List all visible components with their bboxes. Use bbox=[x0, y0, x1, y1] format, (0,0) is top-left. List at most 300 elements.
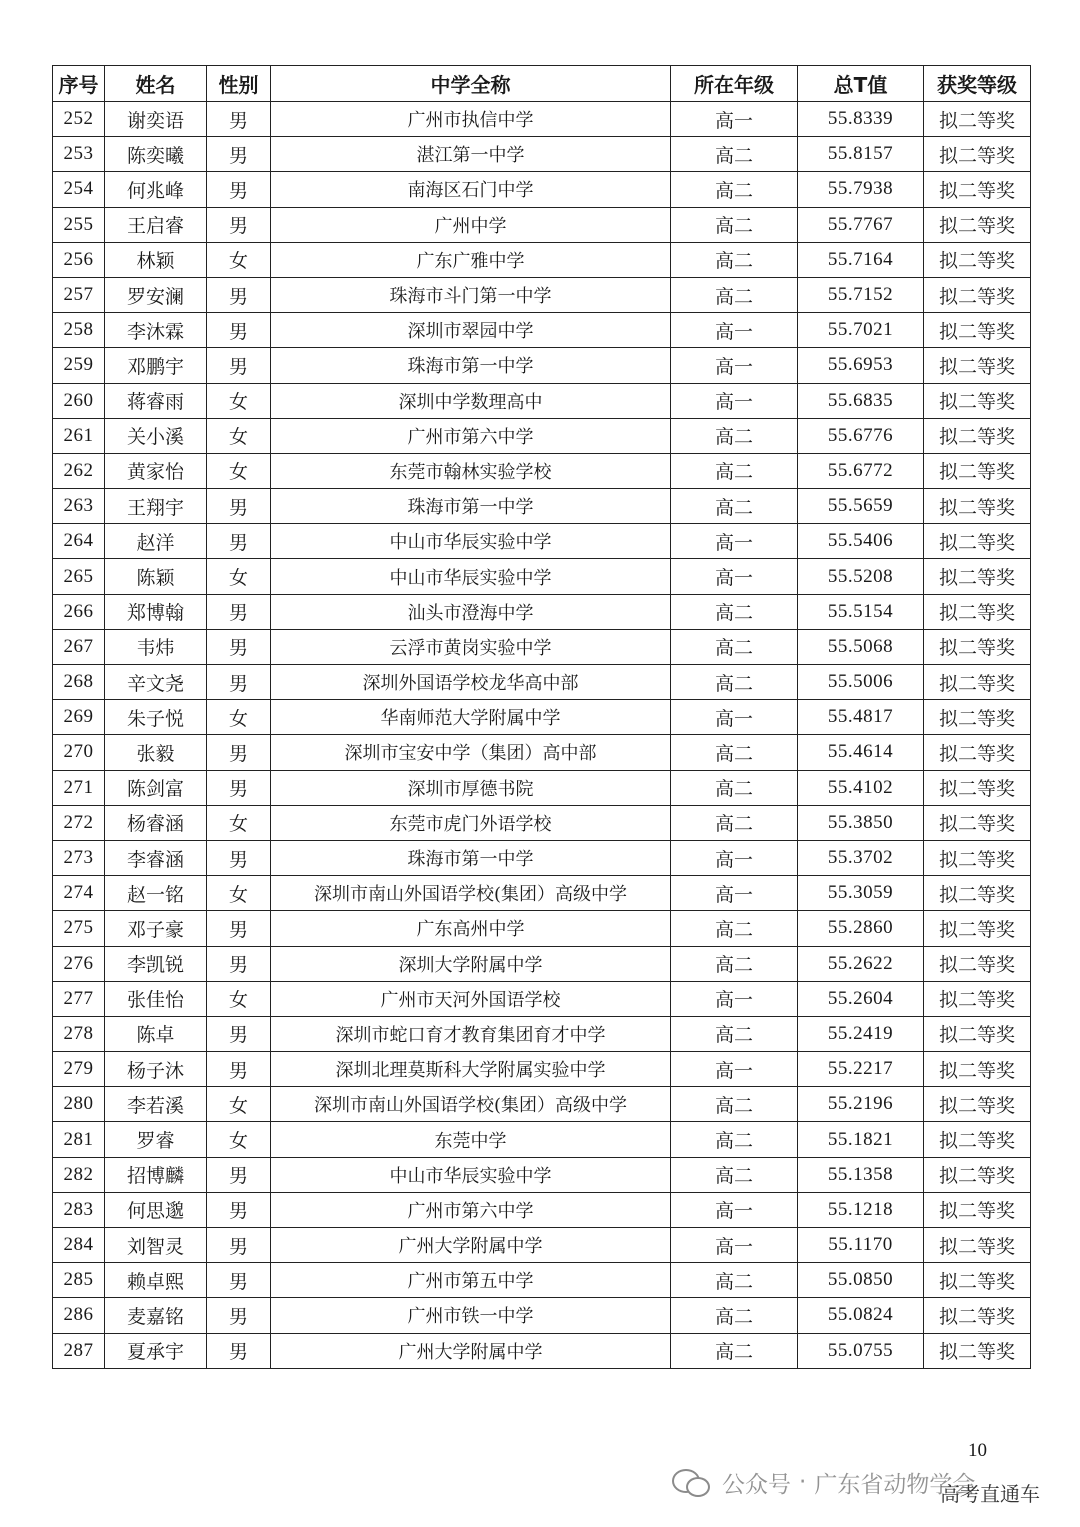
cell-name: 张佳怡 bbox=[105, 981, 207, 1016]
table-row bbox=[53, 489, 1031, 524]
cell-award: 拟二等奖 bbox=[924, 383, 1031, 418]
cell-school: 东莞中学 bbox=[271, 1122, 671, 1157]
cell-grade: 高二 bbox=[671, 172, 798, 207]
cell-grade: 高一 bbox=[671, 1052, 798, 1087]
cell-name: 李凯锐 bbox=[105, 946, 207, 981]
cell-school: 深圳市蛇口育才教育集团育才中学 bbox=[271, 1016, 671, 1051]
cell-index: 275 bbox=[53, 911, 105, 946]
cell-name: 刘智灵 bbox=[105, 1228, 207, 1263]
cell-total-t: 55.4817 bbox=[798, 700, 924, 735]
cell-school: 东莞市虎门外语学校 bbox=[271, 805, 671, 840]
cell-index: 263 bbox=[53, 489, 105, 524]
cell-total-t: 55.5406 bbox=[798, 524, 924, 559]
cell-grade: 高二 bbox=[671, 1157, 798, 1192]
cell-grade: 高二 bbox=[671, 805, 798, 840]
cell-gender: 男 bbox=[207, 1298, 271, 1333]
cell-school: 深圳市翠园中学 bbox=[271, 313, 671, 348]
cell-name: 李沐霖 bbox=[105, 313, 207, 348]
cell-school: 南海区石门中学 bbox=[271, 172, 671, 207]
cell-grade: 高一 bbox=[671, 981, 798, 1016]
cell-index: 259 bbox=[53, 348, 105, 383]
cell-award: 拟二等奖 bbox=[924, 840, 1031, 875]
cell-index: 277 bbox=[53, 981, 105, 1016]
cell-school: 深圳中学数理高中 bbox=[271, 383, 671, 418]
cell-gender: 男 bbox=[207, 1157, 271, 1192]
cell-gender: 男 bbox=[207, 348, 271, 383]
cell-index: 268 bbox=[53, 665, 105, 700]
cell-school: 深圳市南山外国语学校(集团）高级中学 bbox=[271, 876, 671, 911]
cell-index: 287 bbox=[53, 1333, 105, 1368]
table-row bbox=[53, 770, 1031, 805]
cell-gender: 男 bbox=[207, 735, 271, 770]
cell-index: 286 bbox=[53, 1298, 105, 1333]
cell-award: 拟二等奖 bbox=[924, 1016, 1031, 1051]
cell-grade: 高二 bbox=[671, 1298, 798, 1333]
cell-gender: 男 bbox=[207, 911, 271, 946]
cell-index: 281 bbox=[53, 1122, 105, 1157]
cell-award: 拟二等奖 bbox=[924, 1087, 1031, 1122]
cell-school: 云浮市黄岗实验中学 bbox=[271, 629, 671, 664]
cell-school: 广东高州中学 bbox=[271, 911, 671, 946]
cell-grade: 高一 bbox=[671, 524, 798, 559]
cell-gender: 男 bbox=[207, 1192, 271, 1227]
cell-award: 拟二等奖 bbox=[924, 1228, 1031, 1263]
cell-name: 何思邈 bbox=[105, 1192, 207, 1227]
cell-grade: 高二 bbox=[671, 1122, 798, 1157]
cell-total-t: 55.3850 bbox=[798, 805, 924, 840]
cell-name: 林颖 bbox=[105, 242, 207, 277]
cell-total-t: 55.5659 bbox=[798, 489, 924, 524]
cell-index: 278 bbox=[53, 1016, 105, 1051]
cell-total-t: 55.8157 bbox=[798, 137, 924, 172]
cell-gender: 男 bbox=[207, 629, 271, 664]
cell-grade: 高一 bbox=[671, 1228, 798, 1263]
watermark-account: 广东省动物学会 bbox=[814, 1471, 976, 1498]
cell-school: 深圳北理莫斯科大学附属实验中学 bbox=[271, 1052, 671, 1087]
cell-name: 赵一铭 bbox=[105, 876, 207, 911]
cell-name: 邓子豪 bbox=[105, 911, 207, 946]
cell-name: 陈剑富 bbox=[105, 770, 207, 805]
cell-school: 珠海市第一中学 bbox=[271, 840, 671, 875]
cell-index: 262 bbox=[53, 453, 105, 488]
cell-grade: 高二 bbox=[671, 277, 798, 312]
table-row bbox=[53, 735, 1031, 770]
cell-grade: 高二 bbox=[671, 207, 798, 242]
table-row bbox=[53, 700, 1031, 735]
cell-index: 284 bbox=[53, 1228, 105, 1263]
cell-grade: 高一 bbox=[671, 700, 798, 735]
cell-grade: 高二 bbox=[671, 946, 798, 981]
cell-grade: 高二 bbox=[671, 453, 798, 488]
cell-index: 269 bbox=[53, 700, 105, 735]
cell-grade: 高二 bbox=[671, 1333, 798, 1368]
table-row bbox=[53, 1298, 1031, 1333]
cell-school: 深圳市南山外国语学校(集团）高级中学 bbox=[271, 1087, 671, 1122]
table-row bbox=[53, 911, 1031, 946]
table-row bbox=[53, 172, 1031, 207]
cell-index: 264 bbox=[53, 524, 105, 559]
table-row bbox=[53, 629, 1031, 664]
cell-school: 深圳市宝安中学（集团）高中部 bbox=[271, 735, 671, 770]
cell-gender: 男 bbox=[207, 489, 271, 524]
cell-gender: 男 bbox=[207, 946, 271, 981]
cell-grade: 高二 bbox=[671, 735, 798, 770]
cell-total-t: 55.3059 bbox=[798, 876, 924, 911]
cell-name: 赖卓熙 bbox=[105, 1263, 207, 1298]
cell-index: 283 bbox=[53, 1192, 105, 1227]
cell-school: 汕头市澄海中学 bbox=[271, 594, 671, 629]
cell-grade: 高二 bbox=[671, 1016, 798, 1051]
cell-total-t: 55.2860 bbox=[798, 911, 924, 946]
cell-award: 拟二等奖 bbox=[924, 1192, 1031, 1227]
cell-total-t: 55.2622 bbox=[798, 946, 924, 981]
cell-gender: 女 bbox=[207, 1087, 271, 1122]
table-header-row bbox=[53, 66, 1031, 102]
cell-school: 广州市执信中学 bbox=[271, 102, 671, 137]
cell-award: 拟二等奖 bbox=[924, 700, 1031, 735]
cell-school: 珠海市第一中学 bbox=[271, 348, 671, 383]
cell-total-t: 55.1170 bbox=[798, 1228, 924, 1263]
cell-name: 李睿涵 bbox=[105, 840, 207, 875]
cell-index: 273 bbox=[53, 840, 105, 875]
cell-index: 253 bbox=[53, 137, 105, 172]
cell-name: 谢奕语 bbox=[105, 102, 207, 137]
cell-total-t: 55.4614 bbox=[798, 735, 924, 770]
table-row bbox=[53, 242, 1031, 277]
table-row bbox=[53, 1157, 1031, 1192]
table-row bbox=[53, 981, 1031, 1016]
cell-gender: 女 bbox=[207, 981, 271, 1016]
cell-grade: 高一 bbox=[671, 559, 798, 594]
cell-gender: 女 bbox=[207, 805, 271, 840]
cell-gender: 女 bbox=[207, 876, 271, 911]
cell-name: 夏承宇 bbox=[105, 1333, 207, 1368]
cell-award: 拟二等奖 bbox=[924, 559, 1031, 594]
cell-total-t: 55.5154 bbox=[798, 594, 924, 629]
cell-award: 拟二等奖 bbox=[924, 137, 1031, 172]
watermark-separator: · bbox=[799, 1469, 807, 1495]
cell-name: 陈颖 bbox=[105, 559, 207, 594]
table-row bbox=[53, 1263, 1031, 1298]
cell-award: 拟二等奖 bbox=[924, 770, 1031, 805]
page-number: 10 bbox=[968, 1440, 987, 1461]
cell-award: 拟二等奖 bbox=[924, 1052, 1031, 1087]
cell-name: 何兆峰 bbox=[105, 172, 207, 207]
table-row bbox=[53, 946, 1031, 981]
cell-gender: 女 bbox=[207, 700, 271, 735]
cell-school: 湛江第一中学 bbox=[271, 137, 671, 172]
cell-name: 邓鹏宇 bbox=[105, 348, 207, 383]
header-index: 序号 bbox=[53, 66, 105, 102]
cell-award: 拟二等奖 bbox=[924, 1122, 1031, 1157]
cell-total-t: 55.6772 bbox=[798, 453, 924, 488]
cell-school: 广州市第五中学 bbox=[271, 1263, 671, 1298]
table-row bbox=[53, 277, 1031, 312]
cell-total-t: 55.3702 bbox=[798, 840, 924, 875]
cell-name: 王启睿 bbox=[105, 207, 207, 242]
cell-award: 拟二等奖 bbox=[924, 277, 1031, 312]
cell-index: 266 bbox=[53, 594, 105, 629]
table-row bbox=[53, 418, 1031, 453]
cell-total-t: 55.5068 bbox=[798, 629, 924, 664]
cell-name: 李若溪 bbox=[105, 1087, 207, 1122]
cell-award: 拟二等奖 bbox=[924, 348, 1031, 383]
cell-school: 广州大学附属中学 bbox=[271, 1228, 671, 1263]
cell-school: 深圳外国语学校龙华高中部 bbox=[271, 665, 671, 700]
cell-total-t: 55.7021 bbox=[798, 313, 924, 348]
cell-index: 252 bbox=[53, 102, 105, 137]
cell-award: 拟二等奖 bbox=[924, 102, 1031, 137]
cell-name: 王翔宇 bbox=[105, 489, 207, 524]
header-name: 姓名 bbox=[105, 66, 207, 102]
cell-gender: 女 bbox=[207, 383, 271, 418]
cell-award: 拟二等奖 bbox=[924, 242, 1031, 277]
cell-index: 256 bbox=[53, 242, 105, 277]
table-row bbox=[53, 876, 1031, 911]
table-row bbox=[53, 559, 1031, 594]
cell-school: 中山市华辰实验中学 bbox=[271, 1157, 671, 1192]
cell-name: 赵洋 bbox=[105, 524, 207, 559]
cell-grade: 高一 bbox=[671, 313, 798, 348]
cell-gender: 男 bbox=[207, 594, 271, 629]
cell-total-t: 55.5208 bbox=[798, 559, 924, 594]
table-row bbox=[53, 207, 1031, 242]
cell-index: 276 bbox=[53, 946, 105, 981]
cell-school: 广州大学附属中学 bbox=[271, 1333, 671, 1368]
cell-award: 拟二等奖 bbox=[924, 594, 1031, 629]
cell-total-t: 55.0824 bbox=[798, 1298, 924, 1333]
watermark-overlay: 高考直通车 bbox=[940, 1482, 1040, 1506]
table-row bbox=[53, 1333, 1031, 1368]
cell-index: 271 bbox=[53, 770, 105, 805]
cell-gender: 女 bbox=[207, 453, 271, 488]
cell-award: 拟二等奖 bbox=[924, 207, 1031, 242]
cell-award: 拟二等奖 bbox=[924, 1333, 1031, 1368]
table-row bbox=[53, 1087, 1031, 1122]
table-row bbox=[53, 102, 1031, 137]
cell-school: 广州市铁一中学 bbox=[271, 1298, 671, 1333]
cell-school: 中山市华辰实验中学 bbox=[271, 524, 671, 559]
table-row bbox=[53, 594, 1031, 629]
cell-school: 深圳市厚德书院 bbox=[271, 770, 671, 805]
cell-award: 拟二等奖 bbox=[924, 911, 1031, 946]
cell-grade: 高二 bbox=[671, 665, 798, 700]
table-row bbox=[53, 1122, 1031, 1157]
table-row bbox=[53, 665, 1031, 700]
header-school: 中学全称 bbox=[271, 66, 671, 102]
cell-name: 张毅 bbox=[105, 735, 207, 770]
table-row bbox=[53, 1016, 1031, 1051]
cell-gender: 男 bbox=[207, 524, 271, 559]
cell-total-t: 55.2419 bbox=[798, 1016, 924, 1051]
cell-name: 辛文尧 bbox=[105, 665, 207, 700]
header-award: 获奖等级 bbox=[924, 66, 1031, 102]
cell-name: 陈奕曦 bbox=[105, 137, 207, 172]
cell-total-t: 55.7767 bbox=[798, 207, 924, 242]
header-grade: 所在年级 bbox=[671, 66, 798, 102]
cell-school: 珠海市第一中学 bbox=[271, 489, 671, 524]
cell-grade: 高二 bbox=[671, 770, 798, 805]
cell-index: 285 bbox=[53, 1263, 105, 1298]
cell-name: 郑博翰 bbox=[105, 594, 207, 629]
cell-award: 拟二等奖 bbox=[924, 665, 1031, 700]
cell-gender: 男 bbox=[207, 137, 271, 172]
cell-total-t: 55.7164 bbox=[798, 242, 924, 277]
cell-name: 杨子沐 bbox=[105, 1052, 207, 1087]
table-row bbox=[53, 805, 1031, 840]
cell-award: 拟二等奖 bbox=[924, 453, 1031, 488]
cell-school: 广东广雅中学 bbox=[271, 242, 671, 277]
cell-award: 拟二等奖 bbox=[924, 418, 1031, 453]
cell-total-t: 55.1358 bbox=[798, 1157, 924, 1192]
cell-award: 拟二等奖 bbox=[924, 735, 1031, 770]
cell-total-t: 55.1821 bbox=[798, 1122, 924, 1157]
table-row bbox=[53, 348, 1031, 383]
cell-index: 260 bbox=[53, 383, 105, 418]
cell-school: 中山市华辰实验中学 bbox=[271, 559, 671, 594]
cell-award: 拟二等奖 bbox=[924, 805, 1031, 840]
cell-gender: 男 bbox=[207, 840, 271, 875]
table-body bbox=[53, 102, 1031, 1369]
cell-award: 拟二等奖 bbox=[924, 629, 1031, 664]
cell-gender: 男 bbox=[207, 770, 271, 805]
cell-index: 254 bbox=[53, 172, 105, 207]
watermark-prefix: 公众号 bbox=[722, 1471, 791, 1498]
cell-award: 拟二等奖 bbox=[924, 172, 1031, 207]
cell-name: 黄家怡 bbox=[105, 453, 207, 488]
cell-school: 东莞市翰林实验学校 bbox=[271, 453, 671, 488]
cell-total-t: 55.4102 bbox=[798, 770, 924, 805]
table-row bbox=[53, 1192, 1031, 1227]
cell-gender: 男 bbox=[207, 1333, 271, 1368]
cell-name: 罗睿 bbox=[105, 1122, 207, 1157]
cell-school: 广州市第六中学 bbox=[271, 418, 671, 453]
cell-gender: 男 bbox=[207, 102, 271, 137]
cell-school: 珠海市斗门第一中学 bbox=[271, 277, 671, 312]
cell-award: 拟二等奖 bbox=[924, 946, 1031, 981]
cell-total-t: 55.5006 bbox=[798, 665, 924, 700]
wechat-icon bbox=[672, 1467, 712, 1497]
cell-index: 274 bbox=[53, 876, 105, 911]
cell-total-t: 55.1218 bbox=[798, 1192, 924, 1227]
cell-name: 陈卓 bbox=[105, 1016, 207, 1051]
cell-gender: 男 bbox=[207, 1228, 271, 1263]
cell-index: 270 bbox=[53, 735, 105, 770]
table-row bbox=[53, 137, 1031, 172]
cell-gender: 女 bbox=[207, 418, 271, 453]
cell-total-t: 55.6776 bbox=[798, 418, 924, 453]
cell-gender: 男 bbox=[207, 1263, 271, 1298]
cell-name: 朱子悦 bbox=[105, 700, 207, 735]
table-row bbox=[53, 524, 1031, 559]
cell-total-t: 55.8339 bbox=[798, 102, 924, 137]
cell-school: 广州中学 bbox=[271, 207, 671, 242]
cell-index: 258 bbox=[53, 313, 105, 348]
cell-grade: 高一 bbox=[671, 876, 798, 911]
cell-award: 拟二等奖 bbox=[924, 981, 1031, 1016]
cell-gender: 女 bbox=[207, 242, 271, 277]
cell-school: 广州市天河外国语学校 bbox=[271, 981, 671, 1016]
cell-grade: 高一 bbox=[671, 840, 798, 875]
cell-name: 麦嘉铭 bbox=[105, 1298, 207, 1333]
table-row bbox=[53, 383, 1031, 418]
cell-total-t: 55.2604 bbox=[798, 981, 924, 1016]
cell-gender: 女 bbox=[207, 1122, 271, 1157]
cell-total-t: 55.7152 bbox=[798, 277, 924, 312]
cell-name: 招博麟 bbox=[105, 1157, 207, 1192]
cell-total-t: 55.7938 bbox=[798, 172, 924, 207]
cell-grade: 高二 bbox=[671, 242, 798, 277]
table-row bbox=[53, 313, 1031, 348]
cell-grade: 高一 bbox=[671, 383, 798, 418]
cell-total-t: 55.0850 bbox=[798, 1263, 924, 1298]
cell-award: 拟二等奖 bbox=[924, 1298, 1031, 1333]
cell-award: 拟二等奖 bbox=[924, 1263, 1031, 1298]
cell-award: 拟二等奖 bbox=[924, 1157, 1031, 1192]
table-row bbox=[53, 453, 1031, 488]
cell-grade: 高二 bbox=[671, 1087, 798, 1122]
cell-name: 罗安澜 bbox=[105, 277, 207, 312]
cell-name: 关小溪 bbox=[105, 418, 207, 453]
cell-gender: 男 bbox=[207, 313, 271, 348]
cell-grade: 高二 bbox=[671, 1263, 798, 1298]
cell-gender: 女 bbox=[207, 559, 271, 594]
cell-name: 韦炜 bbox=[105, 629, 207, 664]
cell-school: 华南师范大学附属中学 bbox=[271, 700, 671, 735]
cell-total-t: 55.6835 bbox=[798, 383, 924, 418]
table-row bbox=[53, 1228, 1031, 1263]
header-total-t: 总T值 bbox=[798, 66, 924, 102]
cell-award: 拟二等奖 bbox=[924, 489, 1031, 524]
cell-index: 282 bbox=[53, 1157, 105, 1192]
cell-grade: 高一 bbox=[671, 348, 798, 383]
cell-index: 279 bbox=[53, 1052, 105, 1087]
cell-grade: 高二 bbox=[671, 137, 798, 172]
cell-gender: 男 bbox=[207, 207, 271, 242]
cell-index: 267 bbox=[53, 629, 105, 664]
cell-grade: 高二 bbox=[671, 629, 798, 664]
cell-award: 拟二等奖 bbox=[924, 876, 1031, 911]
cell-grade: 高二 bbox=[671, 418, 798, 453]
watermark bbox=[672, 1462, 975, 1502]
cell-gender: 男 bbox=[207, 1052, 271, 1087]
cell-grade: 高二 bbox=[671, 594, 798, 629]
table-row bbox=[53, 1052, 1031, 1087]
cell-gender: 男 bbox=[207, 665, 271, 700]
cell-gender: 男 bbox=[207, 1016, 271, 1051]
cell-grade: 高二 bbox=[671, 911, 798, 946]
cell-index: 280 bbox=[53, 1087, 105, 1122]
header-gender: 性别 bbox=[207, 66, 271, 102]
cell-school: 广州市第六中学 bbox=[271, 1192, 671, 1227]
cell-grade: 高二 bbox=[671, 489, 798, 524]
award-table bbox=[52, 65, 1031, 1369]
cell-school: 深圳大学附属中学 bbox=[271, 946, 671, 981]
table-row bbox=[53, 840, 1031, 875]
cell-grade: 高一 bbox=[671, 102, 798, 137]
cell-total-t: 55.2217 bbox=[798, 1052, 924, 1087]
cell-name: 蒋睿雨 bbox=[105, 383, 207, 418]
cell-index: 257 bbox=[53, 277, 105, 312]
cell-total-t: 55.6953 bbox=[798, 348, 924, 383]
cell-index: 261 bbox=[53, 418, 105, 453]
cell-index: 255 bbox=[53, 207, 105, 242]
cell-total-t: 55.0755 bbox=[798, 1333, 924, 1368]
cell-gender: 男 bbox=[207, 172, 271, 207]
cell-award: 拟二等奖 bbox=[924, 524, 1031, 559]
cell-index: 265 bbox=[53, 559, 105, 594]
cell-grade: 高一 bbox=[671, 1192, 798, 1227]
